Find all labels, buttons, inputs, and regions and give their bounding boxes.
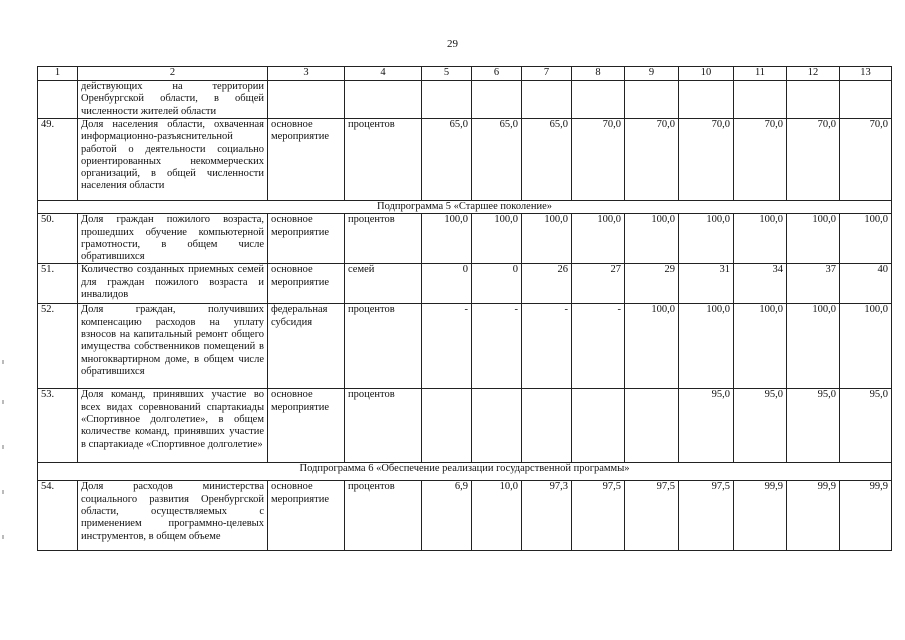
value-cell: - [522,304,572,389]
table-row [38,481,892,551]
value-cell [522,81,572,119]
row-number: 52. [38,304,78,389]
value-cell: 29 [625,264,679,304]
value-cell: - [422,304,472,389]
value-cell: 100,0 [572,214,625,264]
value-cell: 27 [572,264,625,304]
value-cell: 65,0 [522,119,572,201]
value-cell: 100,0 [734,214,787,264]
value-cell: 65,0 [472,119,522,201]
column-number-row [38,67,892,81]
value-cell: 70,0 [840,119,892,201]
value-cell [734,81,787,119]
column-number: 4 [345,67,422,81]
column-number: 3 [268,67,345,81]
value-cell: 100,0 [472,214,522,264]
table-row [38,81,892,119]
value-cell [787,81,840,119]
value-cell: 100,0 [787,304,840,389]
indicator-name: действующих на территории Оренбургской области, в общей численности жителей области [78,81,268,119]
subprogram-title: Подпрограмма 5 «Старшее поколение» [38,201,892,214]
column-number: 10 [679,67,734,81]
activity-type: основное мероприятие [268,389,345,463]
row-number: 49. [38,119,78,201]
table-row [38,119,892,201]
column-number: 7 [522,67,572,81]
value-cell [422,81,472,119]
subprogram-row [38,463,892,481]
value-cell [472,389,522,463]
value-cell: 99,9 [787,481,840,551]
value-cell: 40 [840,264,892,304]
unit: процентов [345,304,422,389]
column-number: 9 [625,67,679,81]
value-cell: 0 [422,264,472,304]
table-row [38,264,892,304]
subprogram-title: Подпрограмма 6 «Обеспечение реализации государственной программы» [38,463,892,481]
value-cell: - [472,304,522,389]
value-cell: 0 [472,264,522,304]
activity-type [268,81,345,119]
subprogram-row [38,201,892,214]
scan-edge-marks [2,360,5,560]
value-cell: 95,0 [734,389,787,463]
value-cell: 70,0 [787,119,840,201]
value-cell: 99,9 [734,481,787,551]
indicator-name: Доля граждан пожилого возраста, прошедших обучение компьютерной грамотности, в общем числе обратившихся [78,214,268,264]
row-number: 50. [38,214,78,264]
activity-type: основное мероприятие [268,264,345,304]
value-cell: 95,0 [679,389,734,463]
unit: процентов [345,214,422,264]
unit: процентов [345,481,422,551]
value-cell: 100,0 [840,214,892,264]
unit: семей [345,264,422,304]
value-cell: 100,0 [625,214,679,264]
unit [345,81,422,119]
activity-type: федеральная субсидия [268,304,345,389]
value-cell: 100,0 [625,304,679,389]
value-cell [679,81,734,119]
value-cell: 97,3 [522,481,572,551]
value-cell: 34 [734,264,787,304]
value-cell: 95,0 [840,389,892,463]
value-cell: 10,0 [472,481,522,551]
value-cell: 97,5 [679,481,734,551]
table-row [38,389,892,463]
unit: процентов [345,119,422,201]
value-cell: 100,0 [679,304,734,389]
value-cell: 6,9 [422,481,472,551]
value-cell [840,81,892,119]
value-cell: 100,0 [679,214,734,264]
value-cell: 70,0 [734,119,787,201]
column-number: 1 [38,67,78,81]
row-number: 54. [38,481,78,551]
value-cell: 97,5 [572,481,625,551]
value-cell: 26 [522,264,572,304]
value-cell [422,389,472,463]
indicator-name: Доля расходов министерства социального развития Оренбургской области, осуществляемых с применением программно-целевых инструментов, в общем объеме [78,481,268,551]
row-number: 51. [38,264,78,304]
value-cell [625,389,679,463]
activity-type: основное мероприятие [268,119,345,201]
column-number: 11 [734,67,787,81]
column-number: 5 [422,67,472,81]
indicator-name: Доля команд, принявших участие во всех видах соревнований спартакиады «Спортивное долголетие», в общем количестве команд, принявших участие в спартакиаде «Спортивное долголетие» [78,389,268,463]
value-cell [472,81,522,119]
value-cell: 97,5 [625,481,679,551]
unit: процентов [345,389,422,463]
value-cell: 100,0 [522,214,572,264]
column-number: 2 [78,67,268,81]
column-number: 6 [472,67,522,81]
value-cell: 65,0 [422,119,472,201]
value-cell: 100,0 [787,214,840,264]
indicators-table [37,66,892,551]
value-cell: 95,0 [787,389,840,463]
row-number: 53. [38,389,78,463]
value-cell: 70,0 [572,119,625,201]
value-cell [522,389,572,463]
value-cell [572,81,625,119]
indicator-name: Количество созданных приемных семей для граждан пожилого возраста и инвалидов [78,264,268,304]
activity-type: основное мероприятие [268,481,345,551]
indicator-name: Доля граждан, получивших компенсацию расходов на уплату взносов на капитальный ремонт общего имущества собственников помещений в многоквартирном доме, в общем числе обратившихся [78,304,268,389]
value-cell: - [572,304,625,389]
column-number: 12 [787,67,840,81]
value-cell: 100,0 [840,304,892,389]
page-number: 29 [447,38,458,50]
indicator-name: Доля населения области, охваченная информационно-разъяснительной работой о деятельности социально ориентированных некоммерческих организаций, в общей численности населения области [78,119,268,201]
column-number: 8 [572,67,625,81]
value-cell [625,81,679,119]
table-row [38,214,892,264]
value-cell: 100,0 [422,214,472,264]
value-cell: 70,0 [679,119,734,201]
activity-type: основное мероприятие [268,214,345,264]
row-number [38,81,78,119]
table-row [38,304,892,389]
value-cell: 37 [787,264,840,304]
value-cell: 100,0 [734,304,787,389]
column-number: 13 [840,67,892,81]
value-cell: 99,9 [840,481,892,551]
value-cell [572,389,625,463]
value-cell: 70,0 [625,119,679,201]
value-cell: 31 [679,264,734,304]
